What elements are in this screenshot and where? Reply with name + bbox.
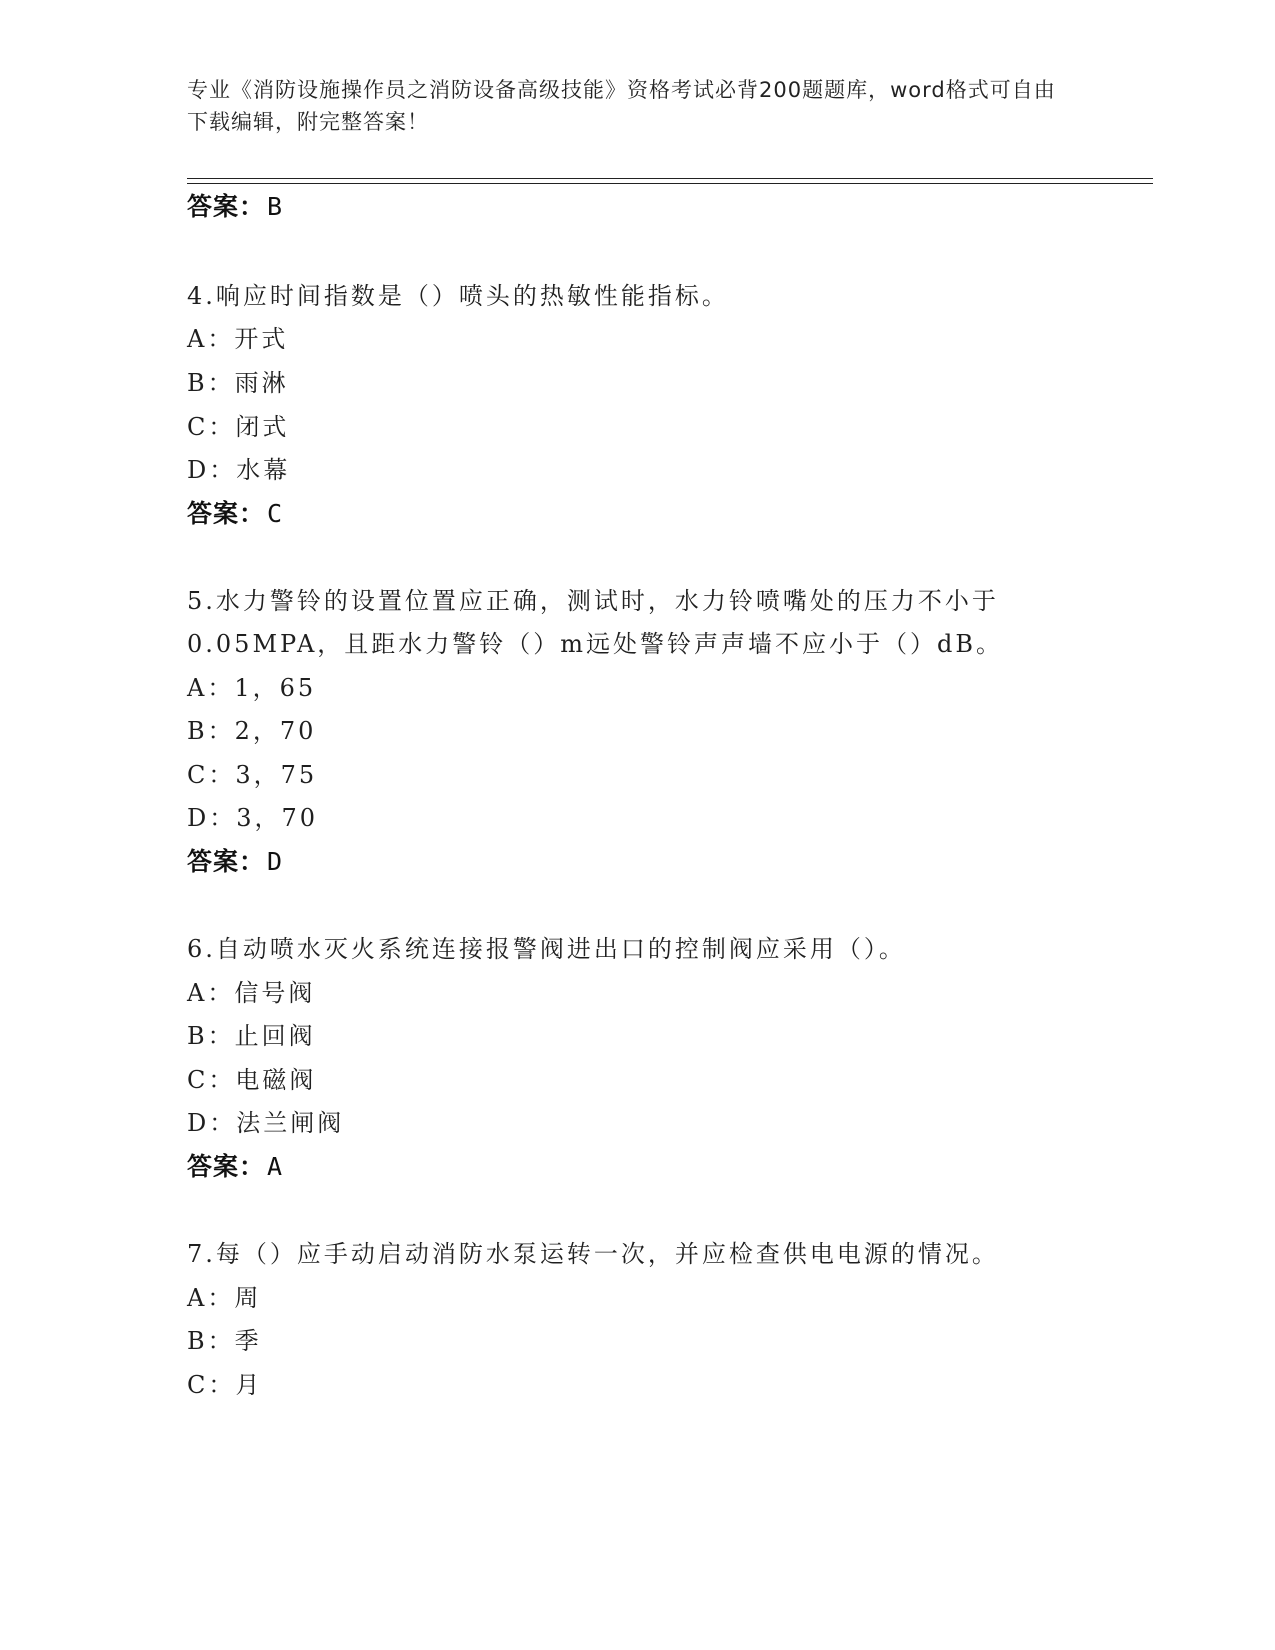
option-a: A：开式 xyxy=(187,325,289,353)
answer-letter: C xyxy=(267,499,284,528)
option-b: B：止回阀 xyxy=(187,1022,316,1050)
question-stem-continued: 0.05MPA，且距水力警铃（）m远处警铃声声墙不应小于（）dB。 xyxy=(187,630,1004,658)
answer-label: 答案： xyxy=(187,847,266,876)
option-d: D：3，70 xyxy=(187,804,319,832)
answer-letter: D xyxy=(267,847,284,876)
option-c: C：月 xyxy=(187,1371,263,1399)
document-header: 专业《消防设施操作员之消防设备高级技能》资格考试必背200题题库，word格式可自由下载编辑，附完整答案！ xyxy=(187,78,1056,134)
question-stem: 6.自动喷水灭火系统连接报警阀进出口的控制阀应采用（）。 xyxy=(187,935,906,963)
answer-label: 答案： xyxy=(187,192,266,221)
answer-line xyxy=(187,845,283,879)
answer-line xyxy=(187,497,283,531)
question-stem: 5.水力警铃的设置位置应正确，测试时，水力铃喷嘴处的压力不小于 xyxy=(187,587,999,615)
option-a: A：周 xyxy=(187,1284,262,1312)
option-c: C：闭式 xyxy=(187,413,290,441)
option-a: A：信号阀 xyxy=(187,979,316,1007)
header-divider-bottom xyxy=(187,183,1153,184)
question-stem: 7.每（）应手动启动消防水泵运转一次，并应检查供电电源的情况。 xyxy=(187,1240,999,1268)
option-c: C：电磁阀 xyxy=(187,1066,317,1094)
question-stem: 4.响应时间指数是（）喷头的热敏性能指标。 xyxy=(187,282,729,310)
answer-letter: A xyxy=(267,1152,284,1181)
option-b: B：2，70 xyxy=(187,717,317,745)
option-d: D：水幕 xyxy=(187,456,291,484)
answer-label: 答案： xyxy=(187,1152,266,1181)
option-c: C：3，75 xyxy=(187,761,318,789)
option-d: D：法兰闸阀 xyxy=(187,1109,345,1137)
option-a: A：1，65 xyxy=(187,674,317,702)
answer-label: 答案： xyxy=(187,499,266,528)
option-b: B：季 xyxy=(187,1327,262,1355)
answer-letter: B xyxy=(267,192,284,221)
option-b: B：雨淋 xyxy=(187,369,289,397)
header-divider-top xyxy=(187,178,1153,179)
answer-line xyxy=(187,1150,283,1184)
answer-line xyxy=(187,190,283,224)
